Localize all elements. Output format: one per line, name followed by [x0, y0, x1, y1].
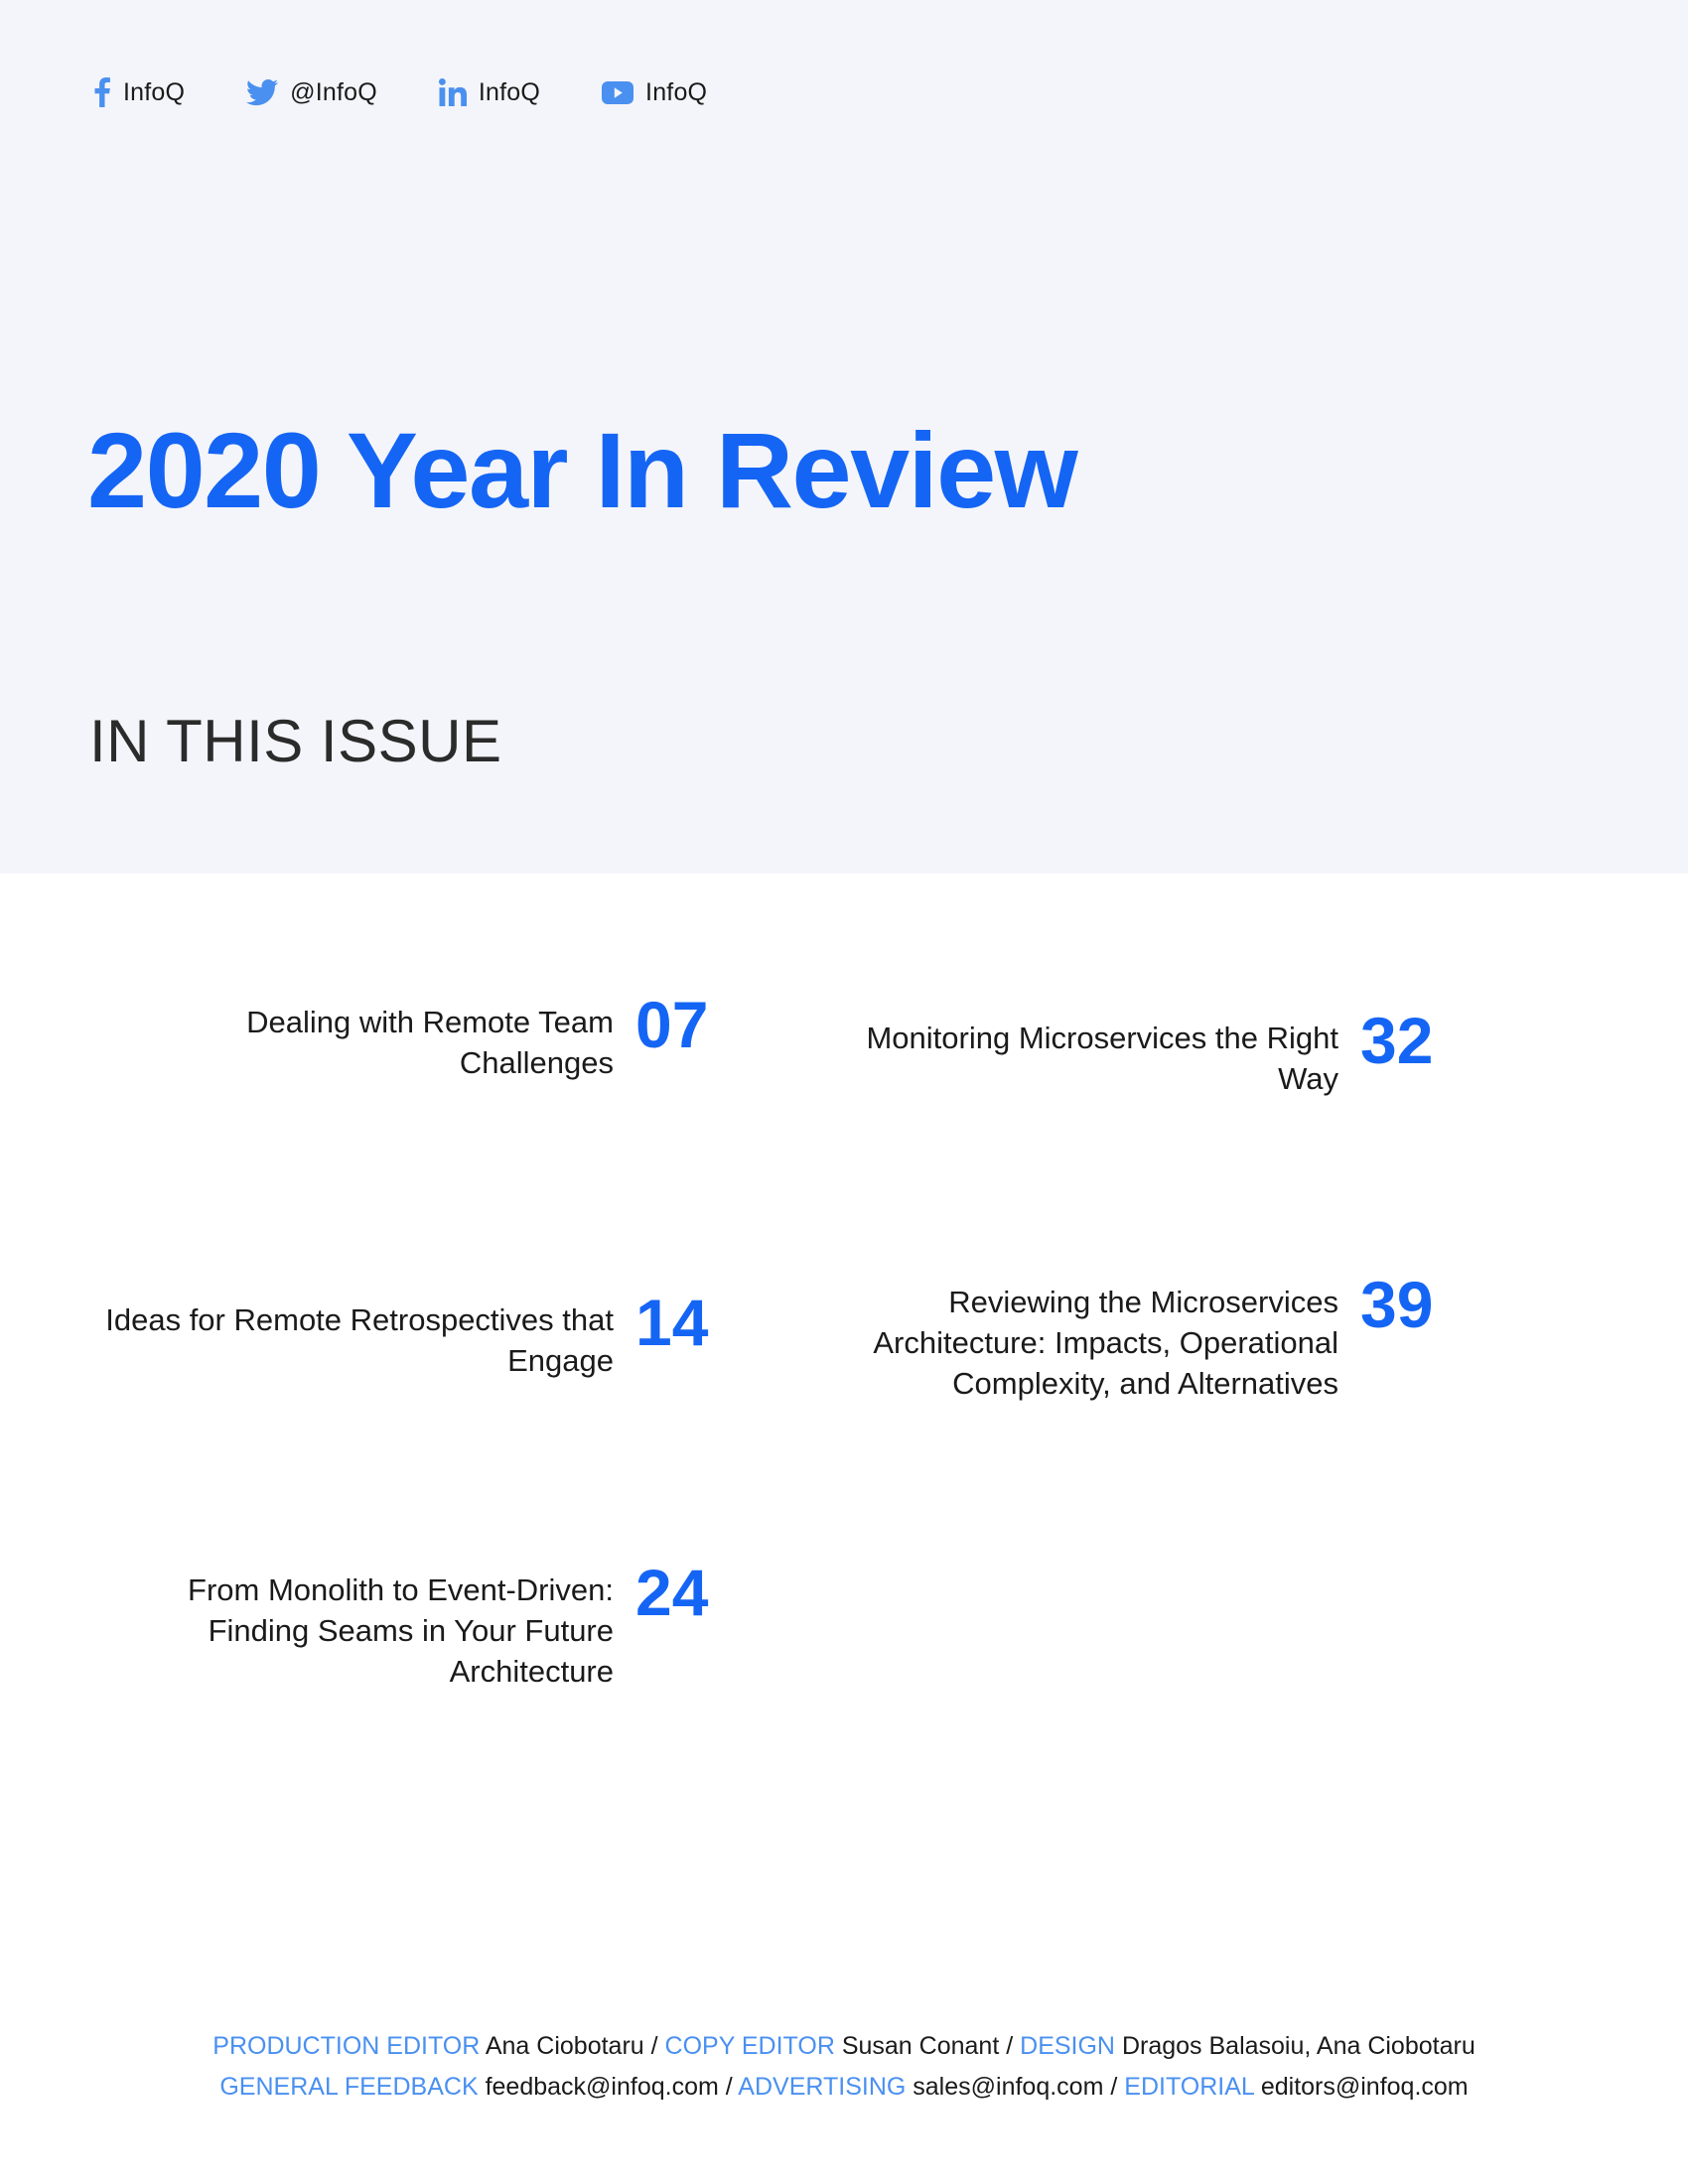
footer-label-editorial: EDITORIAL — [1124, 2072, 1254, 2101]
footer-label-copy-editor: COPY EDITOR — [664, 2032, 835, 2060]
social-link-label: InfoQ — [645, 77, 708, 106]
footer-label-general-feedback: GENERAL FEEDBACK — [219, 2072, 479, 2101]
facebook-icon — [93, 77, 111, 107]
toc-entry-title: Monitoring Microservices the Right Way — [866, 1021, 1338, 1096]
footer-line-editors — [0, 2026, 1688, 2067]
toc-entry-page: 39 — [1360, 1268, 1434, 1341]
footer-credits — [0, 2026, 1688, 2107]
toc-entry[interactable] — [79, 1286, 755, 1382]
toc-entry[interactable] — [79, 1556, 755, 1693]
section-heading-in-this-issue: IN THIS ISSUE — [89, 708, 502, 774]
toc-entry[interactable] — [804, 1268, 1479, 1405]
social-link-facebook[interactable] — [93, 77, 185, 107]
toc-entry-title: Dealing with Remote Team Challenges — [246, 1005, 614, 1080]
footer-label-advertising: ADVERTISING — [738, 2072, 907, 2101]
toc-entry-title: Reviewing the Microservices Architecture: Impacts, Operational Complexity, and Alternatives — [873, 1285, 1338, 1401]
page-title: 2020 Year In Review — [87, 410, 1077, 530]
toc-entry-page: 14 — [635, 1286, 709, 1359]
footer-line-contacts — [0, 2067, 1688, 2108]
footer-value-general-feedback[interactable]: feedback@infoq.com — [485, 2072, 719, 2101]
footer-value-production-editor: Ana Ciobotaru — [485, 2032, 644, 2060]
social-links-bar — [93, 77, 707, 107]
toc-entry-page: 07 — [635, 988, 709, 1061]
footer-label-design: DESIGN — [1020, 2032, 1115, 2060]
footer-label-production-editor: PRODUCTION EDITOR — [212, 2032, 481, 2060]
youtube-icon — [602, 81, 633, 104]
social-link-label: @InfoQ — [290, 77, 377, 106]
footer-separator: / — [650, 2032, 658, 2060]
social-link-label: InfoQ — [123, 77, 186, 106]
footer-separator: / — [1110, 2072, 1118, 2101]
linkedin-icon — [439, 78, 467, 106]
toc-entry-page: 32 — [1360, 1004, 1434, 1077]
footer-value-editorial[interactable]: editors@infoq.com — [1260, 2072, 1469, 2101]
social-link-youtube[interactable] — [602, 78, 707, 107]
footer-value-copy-editor: Susan Conant — [841, 2032, 1000, 2060]
social-link-twitter[interactable] — [246, 78, 377, 107]
toc-entry[interactable] — [79, 988, 755, 1084]
footer-separator: / — [725, 2072, 733, 2101]
footer-value-design: Dragos Balasoiu, Ana Ciobotaru — [1121, 2032, 1476, 2060]
toc-entry-page: 24 — [635, 1556, 709, 1629]
toc-entry[interactable] — [804, 1004, 1479, 1100]
twitter-icon — [246, 78, 278, 106]
social-link-label: InfoQ — [478, 77, 541, 106]
toc-entry-title: From Monolith to Event-Driven: Finding Seams in Your Future Architecture — [188, 1572, 614, 1689]
footer-separator: / — [1006, 2032, 1014, 2060]
footer-value-advertising[interactable]: sales@infoq.com — [913, 2072, 1104, 2101]
toc-entry-title: Ideas for Remote Retrospectives that Engage — [105, 1302, 614, 1378]
social-link-linkedin[interactable] — [439, 78, 540, 107]
